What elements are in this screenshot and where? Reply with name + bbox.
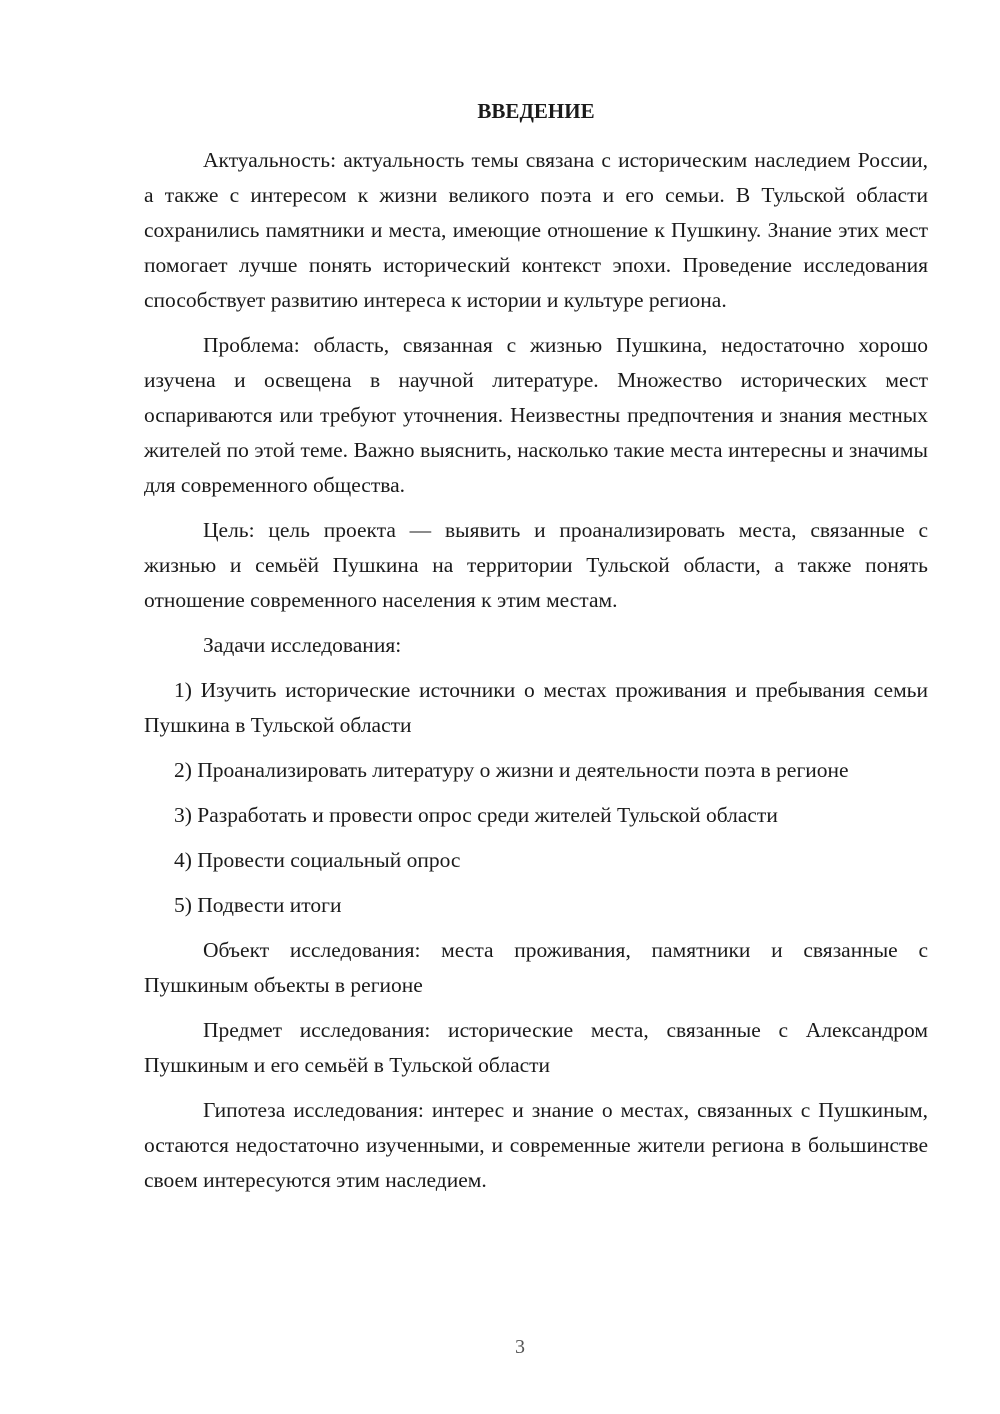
paragraph-object: Объект исследования: места проживания, памятники и связанные с Пушкиным объекты в регионе [144,938,928,997]
paragraph-relevance: Актуальность: актуальность темы связана с историческим наследием России, а также с интересом к жизни великого поэта и его семьи. В Тульской области сохранились памятники и места, имеющие отношение к Пушкину. Знание этих мест помогает лучше понять исторический контекст эпохи. Проведение исследования способствует развитию интереса к истории и культуре региона. [144,148,928,312]
task-item-5: 5) Подвести итоги [174,893,342,917]
paragraph-problem: Проблема: область, связанная с жизнью Пушкина, недостаточно хорошо изучена и освещена в научной литературе. Множество исторических мест оспариваются или требуют уточнения. Неизвестны предпочтения и знания местных жителей по этой теме. Важно выяснить, насколько такие места интересны и значимы для современного общества. [144,333,928,497]
page-number: 3 [515,1336,525,1358]
task-item-2: 2) Проанализировать литературу о жизни и деятельности поэта в регионе [174,758,849,782]
task-item-1: 1) Изучить исторические источники о местах проживания и пребывания семьи Пушкина в Тульской области [144,678,928,737]
paragraph-hypothesis: Гипотеза исследования: интерес и знание о местах, связанных с Пушкиным, остаются недостаточно изученными, и современные жители региона в большинстве своем интересуются этим наследием. [144,1098,928,1192]
document-page [144,0,928,1414]
paragraph-goal: Цель: цель проекта — выявить и проанализировать места, связанные с жизнью и семьёй Пушкина на территории Тульской области, а также понять отношение современного населения к этим местам. [144,518,928,612]
task-item-4: 4) Провести социальный опрос [174,848,461,872]
tasks-heading: Задачи исследования: [203,633,402,657]
page-title: ВВЕДЕНИЕ [477,99,595,123]
task-item-3: 3) Разработать и провести опрос среди жителей Тульской области [174,803,778,827]
paragraph-subject: Предмет исследования: исторические места, связанные с Александром Пушкиным и его семьёй в Тульской области [144,1018,928,1077]
document-body [144,143,928,1208]
